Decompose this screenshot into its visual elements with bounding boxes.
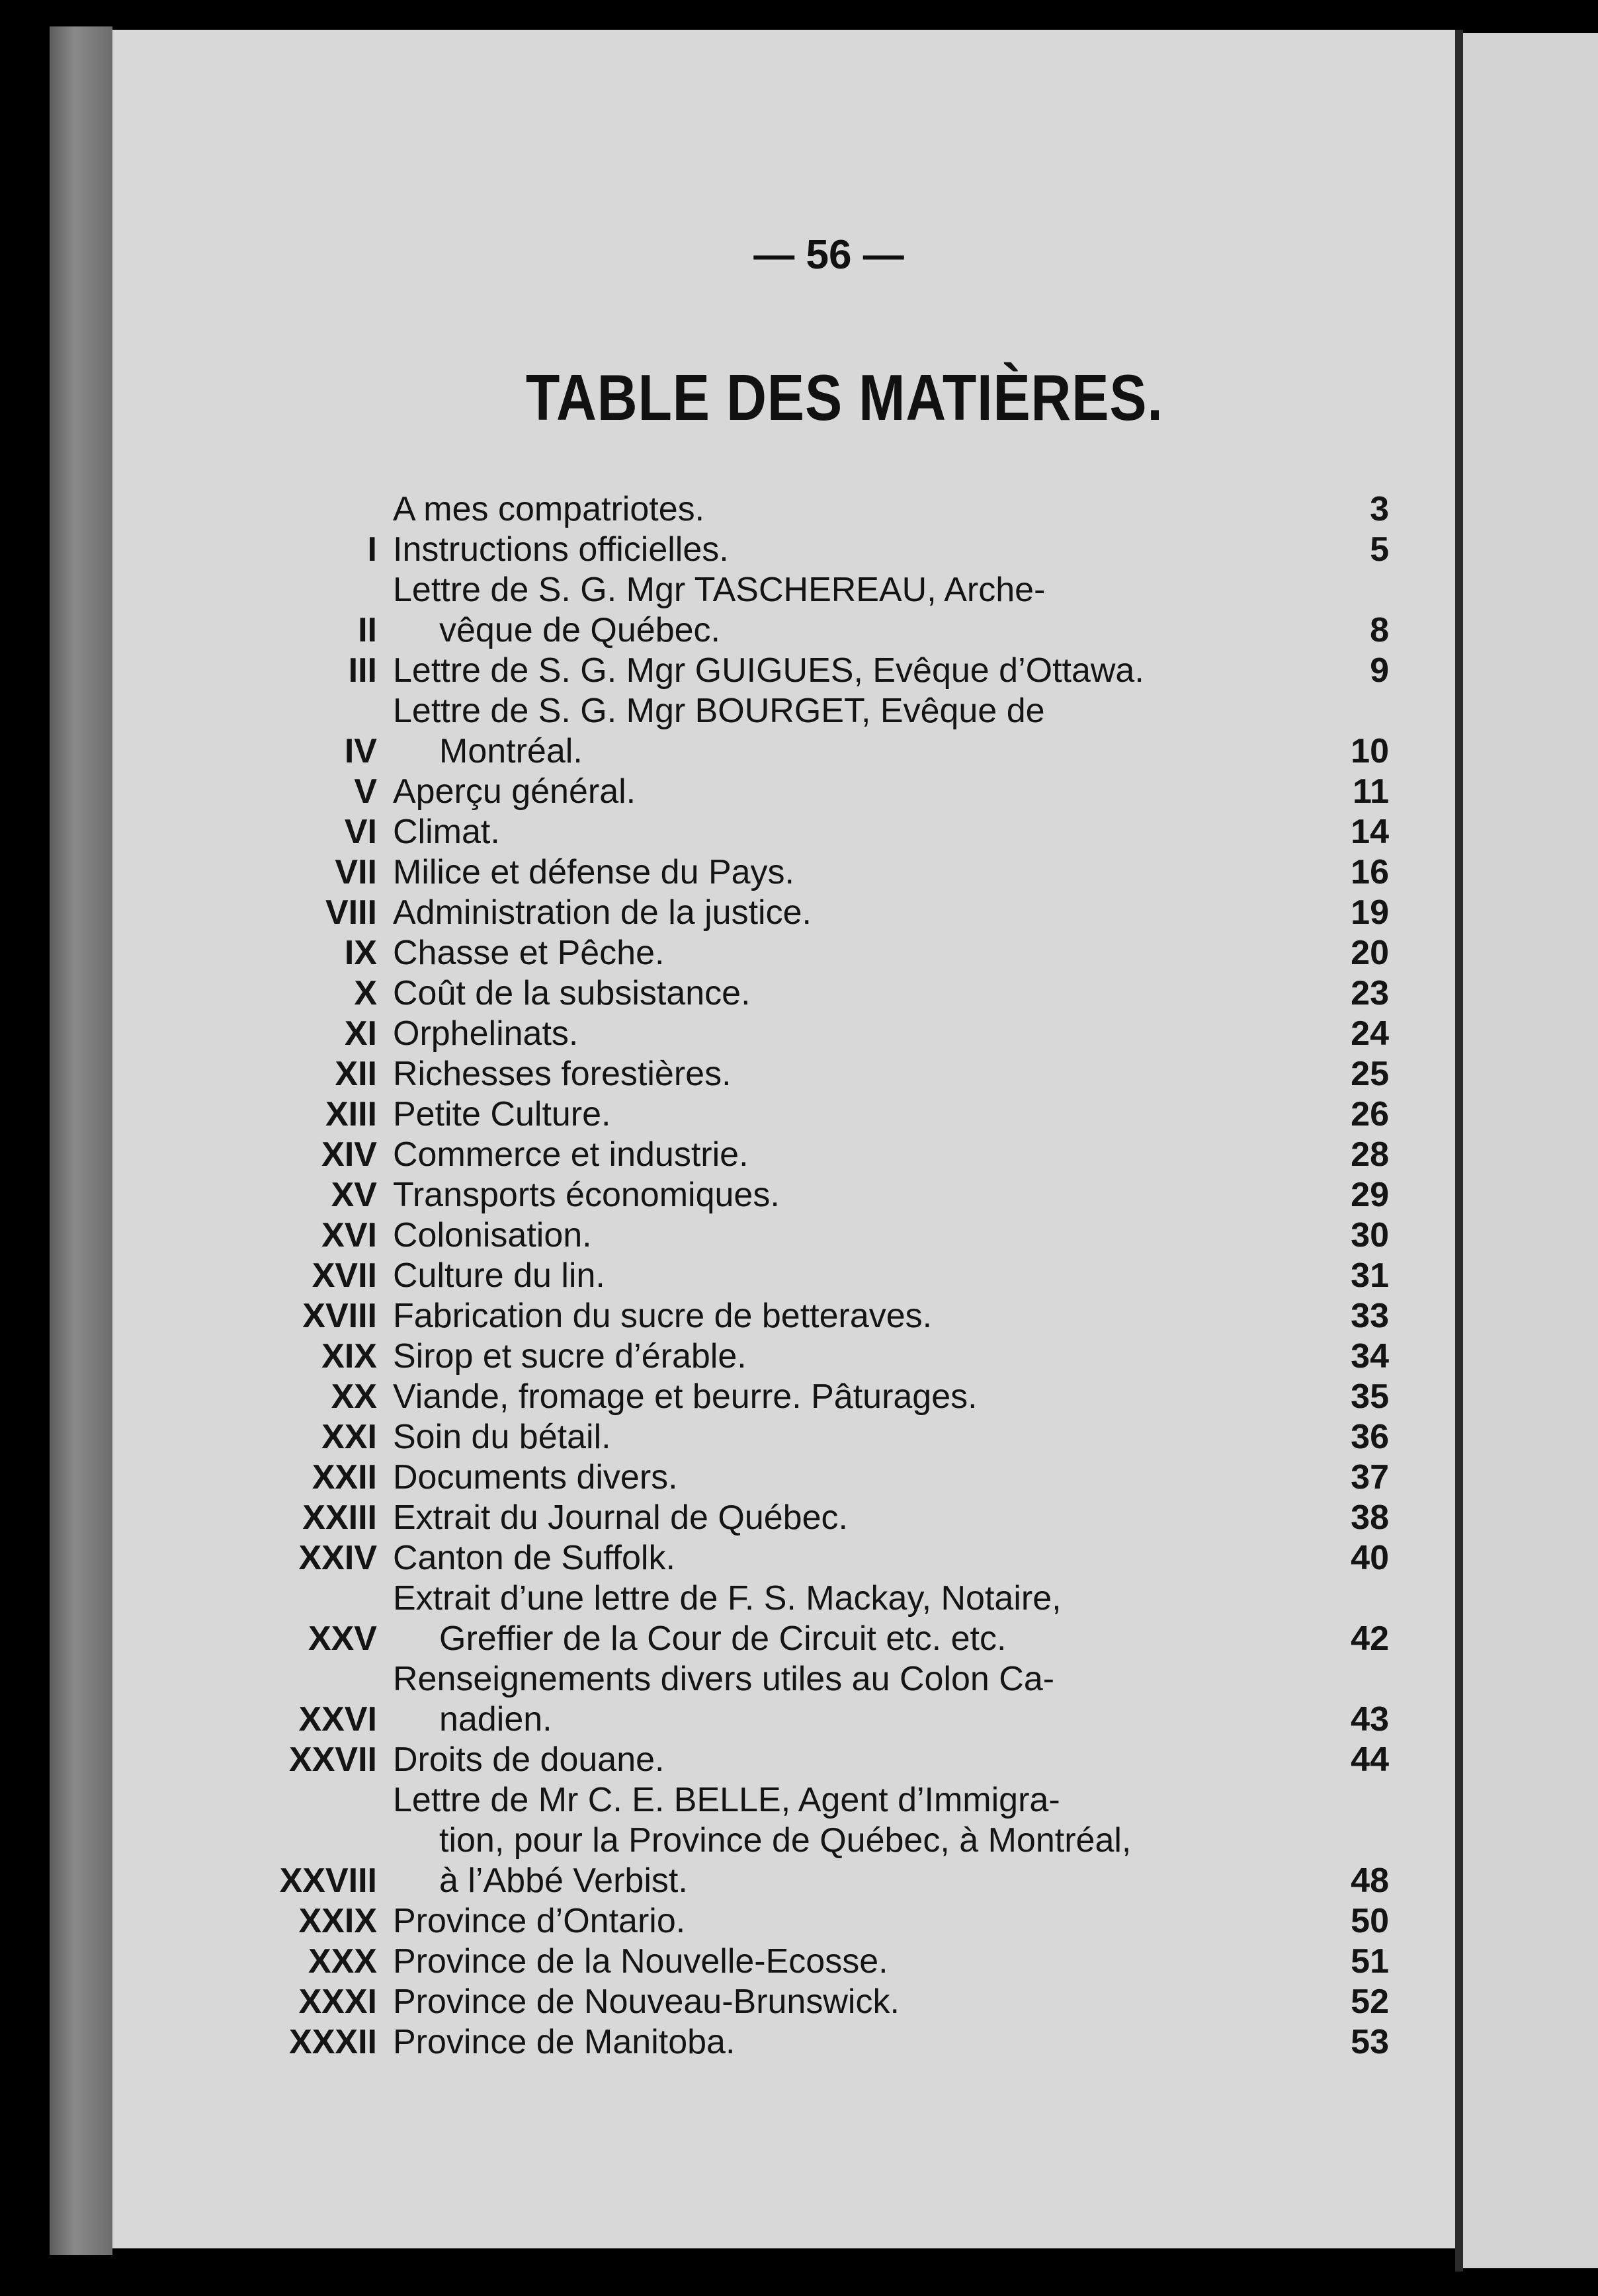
toc-entry-number: XIV (321, 1135, 377, 1174)
toc-entry-number: XXIX (298, 1902, 377, 1940)
table-of-contents (279, 489, 1389, 2063)
toc-entry-page: 10 (1351, 732, 1389, 770)
toc-entry-number: X (354, 974, 377, 1012)
toc-entry-page: 30 (1351, 1216, 1389, 1254)
toc-entry-title (393, 1740, 1336, 1780)
toc-entry (331, 1175, 1389, 1215)
toc-entry (312, 1256, 1389, 1296)
toc-entry-title (393, 1135, 1336, 1175)
toc-entry-page: 35 (1351, 1377, 1389, 1416)
toc-entry-line: A mes compatriotes. (393, 490, 705, 528)
toc-entry-title (393, 893, 1336, 933)
toc-entry-line: Extrait du Journal de Québec. (393, 1498, 848, 1537)
toc-entry-number: IX (344, 934, 377, 972)
toc-entry-page: 52 (1351, 1983, 1389, 2021)
toc-entry-title (393, 570, 1336, 651)
toc-entry-line: Canton de Suffolk. (393, 1539, 675, 1577)
toc-entry-number: IV (344, 732, 377, 770)
toc-entry-number: XXIII (302, 1498, 377, 1537)
page-title: TABLE DES MATIÈRES. (525, 361, 1163, 434)
toc-entry-page: 5 (1370, 530, 1389, 569)
toc-entry (298, 1538, 1389, 1578)
toc-entry (344, 933, 1389, 973)
toc-entry-line: tion, pour la Province de Québec, à Montréal, (439, 1821, 1132, 1860)
toc-entry-title (393, 1377, 1336, 1417)
toc-entry (370, 489, 1389, 530)
toc-entry-page: 25 (1351, 1055, 1389, 1093)
toc-entry-page: 38 (1351, 1498, 1389, 1537)
toc-entry (302, 1296, 1389, 1336)
toc-entry-line: Extrait d’une lettre de F. S. Mackay, Notaire, (393, 1579, 1062, 1618)
toc-entry-line: Soin du bétail. (393, 1418, 611, 1456)
toc-entry (308, 1578, 1389, 1659)
toc-entry-page: 37 (1351, 1458, 1389, 1496)
toc-entry-line: Sirop et sucre d’érable. (393, 1337, 747, 1375)
toc-entry-line: Viande, fromage et beurre. Pâturages. (393, 1377, 978, 1416)
toc-entry-number: XXV (308, 1620, 377, 1658)
toc-entry (344, 812, 1389, 852)
toc-entry-title (393, 489, 1336, 530)
toc-entry (298, 1982, 1389, 2022)
toc-entry-line: Richesses forestières. (393, 1055, 732, 1093)
toc-entry-line: Lettre de S. G. Mgr GUIGUES, Evêque d’Ottawa. (393, 651, 1144, 690)
toc-entry-line: Coût de la subsistance. (393, 974, 751, 1012)
toc-entry-title (393, 973, 1336, 1014)
toc-entry-page: 40 (1351, 1539, 1389, 1577)
toc-entry (321, 1215, 1389, 1256)
toc-entry-title (393, 691, 1336, 772)
toc-entry-title (393, 1417, 1336, 1457)
toc-entry (298, 1659, 1389, 1740)
toc-entry-line: à l’Abbé Verbist. (439, 1862, 688, 1900)
book-spine (50, 26, 112, 2255)
toc-entry-title (393, 1054, 1336, 1094)
toc-entry-number: I (367, 530, 377, 569)
toc-entry-page: 11 (1353, 772, 1389, 811)
toc-entry-line: Aperçu général. (393, 772, 636, 811)
toc-entry (325, 893, 1389, 933)
toc-entry-line: Colonisation. (393, 1216, 592, 1254)
toc-entry-line: Chasse et Pêche. (393, 934, 665, 972)
toc-entry-line: Instructions officielles. (393, 530, 729, 569)
toc-entry (348, 651, 1389, 691)
toc-entry-page: 3 (1370, 490, 1389, 528)
toc-entry-title (393, 1014, 1336, 1054)
toc-entry (302, 1498, 1389, 1538)
toc-entry-title (393, 812, 1336, 852)
toc-entry (312, 1457, 1389, 1498)
toc-entry (298, 1901, 1389, 1942)
toc-entry-title (393, 1256, 1336, 1296)
toc-entry-number: II (358, 611, 377, 649)
toc-entry-title (393, 1942, 1336, 1982)
toc-entry-title (393, 933, 1336, 973)
toc-entry-title (393, 1538, 1336, 1578)
toc-entry (358, 570, 1389, 651)
toc-entry-page: 44 (1351, 1741, 1389, 1779)
toc-entry-number: VII (335, 853, 377, 891)
toc-entry-page: 23 (1351, 974, 1389, 1012)
toc-entry (279, 1780, 1389, 1901)
toc-entry-line: Culture du lin. (393, 1256, 605, 1295)
toc-entry-number: XXX (308, 1942, 377, 1981)
toc-entry-page: 42 (1351, 1620, 1389, 1658)
toc-entry-line: Greffier de la Cour de Circuit etc. etc. (439, 1620, 1007, 1658)
toc-entry-page: 16 (1351, 853, 1389, 891)
toc-entry-page: 50 (1351, 1902, 1389, 1940)
toc-entry-number: XIII (325, 1095, 377, 1133)
toc-entry-number: XI (344, 1014, 377, 1053)
toc-entry-number: XVIII (302, 1297, 377, 1335)
toc-entry-number: XX (331, 1377, 377, 1416)
toc-entry-page: 34 (1351, 1337, 1389, 1375)
toc-entry-number: XXXII (289, 2023, 377, 2061)
toc-entry-line: Province d’Ontario. (393, 1902, 686, 1940)
toc-entry-number: XVI (321, 1216, 377, 1254)
toc-entry (308, 1942, 1389, 1982)
toc-entry-title (393, 530, 1336, 570)
toc-entry-line: Renseignements divers utiles au Colon Ca- (393, 1660, 1055, 1698)
toc-entry-line: Droits de douane. (393, 1741, 665, 1779)
toc-entry-title (393, 1336, 1336, 1377)
toc-entry-title (393, 1215, 1336, 1256)
toc-entry-page: 51 (1351, 1942, 1389, 1981)
toc-entry-line: Lettre de S. G. Mgr TASCHEREAU, Arche- (393, 571, 1046, 609)
toc-entry-title (393, 1175, 1336, 1215)
toc-entry-number: VI (344, 813, 377, 851)
toc-entry-line: Petite Culture. (393, 1095, 611, 1133)
toc-entry-number: XIX (321, 1337, 377, 1375)
toc-entry-page: 20 (1351, 934, 1389, 972)
toc-entry (331, 1377, 1389, 1417)
toc-entry-line: Commerce et industrie. (393, 1135, 749, 1174)
toc-entry (321, 1336, 1389, 1377)
toc-entry-title (393, 1982, 1336, 2022)
toc-entry-line: Climat. (393, 813, 500, 851)
toc-entry-number: VIII (325, 893, 377, 932)
toc-entry-number: XV (331, 1176, 377, 1214)
toc-entry-line: Montréal. (439, 732, 583, 770)
toc-entry-line: Documents divers. (393, 1458, 678, 1496)
toc-entry-page: 19 (1351, 893, 1389, 932)
toc-entry-page: 28 (1351, 1135, 1389, 1174)
toc-entry-page: 53 (1351, 2023, 1389, 2061)
toc-entry (335, 1054, 1389, 1094)
toc-entry-number: XXVI (298, 1700, 377, 1739)
toc-entry-number: V (354, 772, 377, 811)
toc-entry-page: 29 (1351, 1176, 1389, 1214)
toc-entry (354, 772, 1389, 812)
toc-entry-page: 43 (1351, 1700, 1389, 1739)
toc-entry-line: Lettre de S. G. Mgr BOURGET, Evêque de (393, 692, 1045, 730)
toc-entry-number: XXVIII (279, 1862, 377, 1900)
toc-entry-title (393, 852, 1336, 893)
toc-entry-line: Orphelinats. (393, 1014, 579, 1053)
toc-entry (321, 1135, 1389, 1175)
toc-entry-number: XXXI (298, 1983, 377, 2021)
toc-entry-number: III (348, 651, 377, 690)
toc-entry-line: Fabrication du sucre de betteraves. (393, 1297, 933, 1335)
toc-entry-line: vêque de Québec. (439, 611, 720, 649)
toc-entry-number: XXI (321, 1418, 377, 1456)
toc-entry-line: Milice et défense du Pays. (393, 853, 794, 891)
toc-entry-title (393, 1901, 1336, 1942)
toc-entry (367, 530, 1389, 570)
toc-entry (325, 1094, 1389, 1135)
toc-entry (335, 852, 1389, 893)
toc-entry-number: XXVII (289, 1741, 377, 1779)
toc-entry-title (393, 1780, 1336, 1901)
toc-entry-title (393, 2022, 1336, 2063)
toc-entry (344, 1014, 1389, 1054)
toc-entry-page: 33 (1351, 1297, 1389, 1335)
toc-entry (354, 973, 1389, 1014)
toc-entry-line: Lettre de Mr C. E. BELLE, Agent d’Immigra- (393, 1781, 1060, 1819)
page-number: — 56 — (753, 232, 904, 278)
toc-entry-page: 26 (1351, 1095, 1389, 1133)
toc-entry-line: Province de la Nouvelle-Ecosse. (393, 1942, 888, 1981)
toc-entry (289, 1740, 1389, 1780)
toc-entry-number: XII (335, 1055, 377, 1093)
toc-entry-page: 24 (1351, 1014, 1389, 1053)
toc-entry-page: 31 (1351, 1256, 1389, 1295)
toc-entry-line: Administration de la justice. (393, 893, 812, 932)
toc-entry-title (393, 772, 1336, 812)
toc-entry-title (393, 1498, 1336, 1538)
toc-entry (321, 1417, 1389, 1457)
toc-entry-title (393, 1296, 1336, 1336)
toc-entry-title (393, 1094, 1336, 1135)
toc-entry-page: 36 (1351, 1418, 1389, 1456)
toc-entry-page: 8 (1370, 611, 1389, 649)
toc-entry-line: nadien. (439, 1700, 552, 1739)
toc-entry-title (393, 1659, 1336, 1740)
toc-entry (289, 2022, 1389, 2063)
toc-entry-number: XXIV (298, 1539, 377, 1577)
toc-entry-page: 48 (1351, 1862, 1389, 1900)
toc-entry-line: Transports économiques. (393, 1176, 780, 1214)
toc-entry-line: Province de Nouveau-Brunswick. (393, 1983, 900, 2021)
toc-entry-title (393, 651, 1336, 691)
toc-entry-title (393, 1578, 1336, 1659)
toc-entry-number: XVII (312, 1256, 377, 1295)
toc-entry-title (393, 1457, 1336, 1498)
toc-entry-number: XXII (312, 1458, 377, 1496)
toc-entry (344, 691, 1389, 772)
toc-entry-page: 9 (1370, 651, 1389, 690)
toc-entry-page: 14 (1351, 813, 1389, 851)
toc-entry-line: Province de Manitoba. (393, 2023, 736, 2061)
